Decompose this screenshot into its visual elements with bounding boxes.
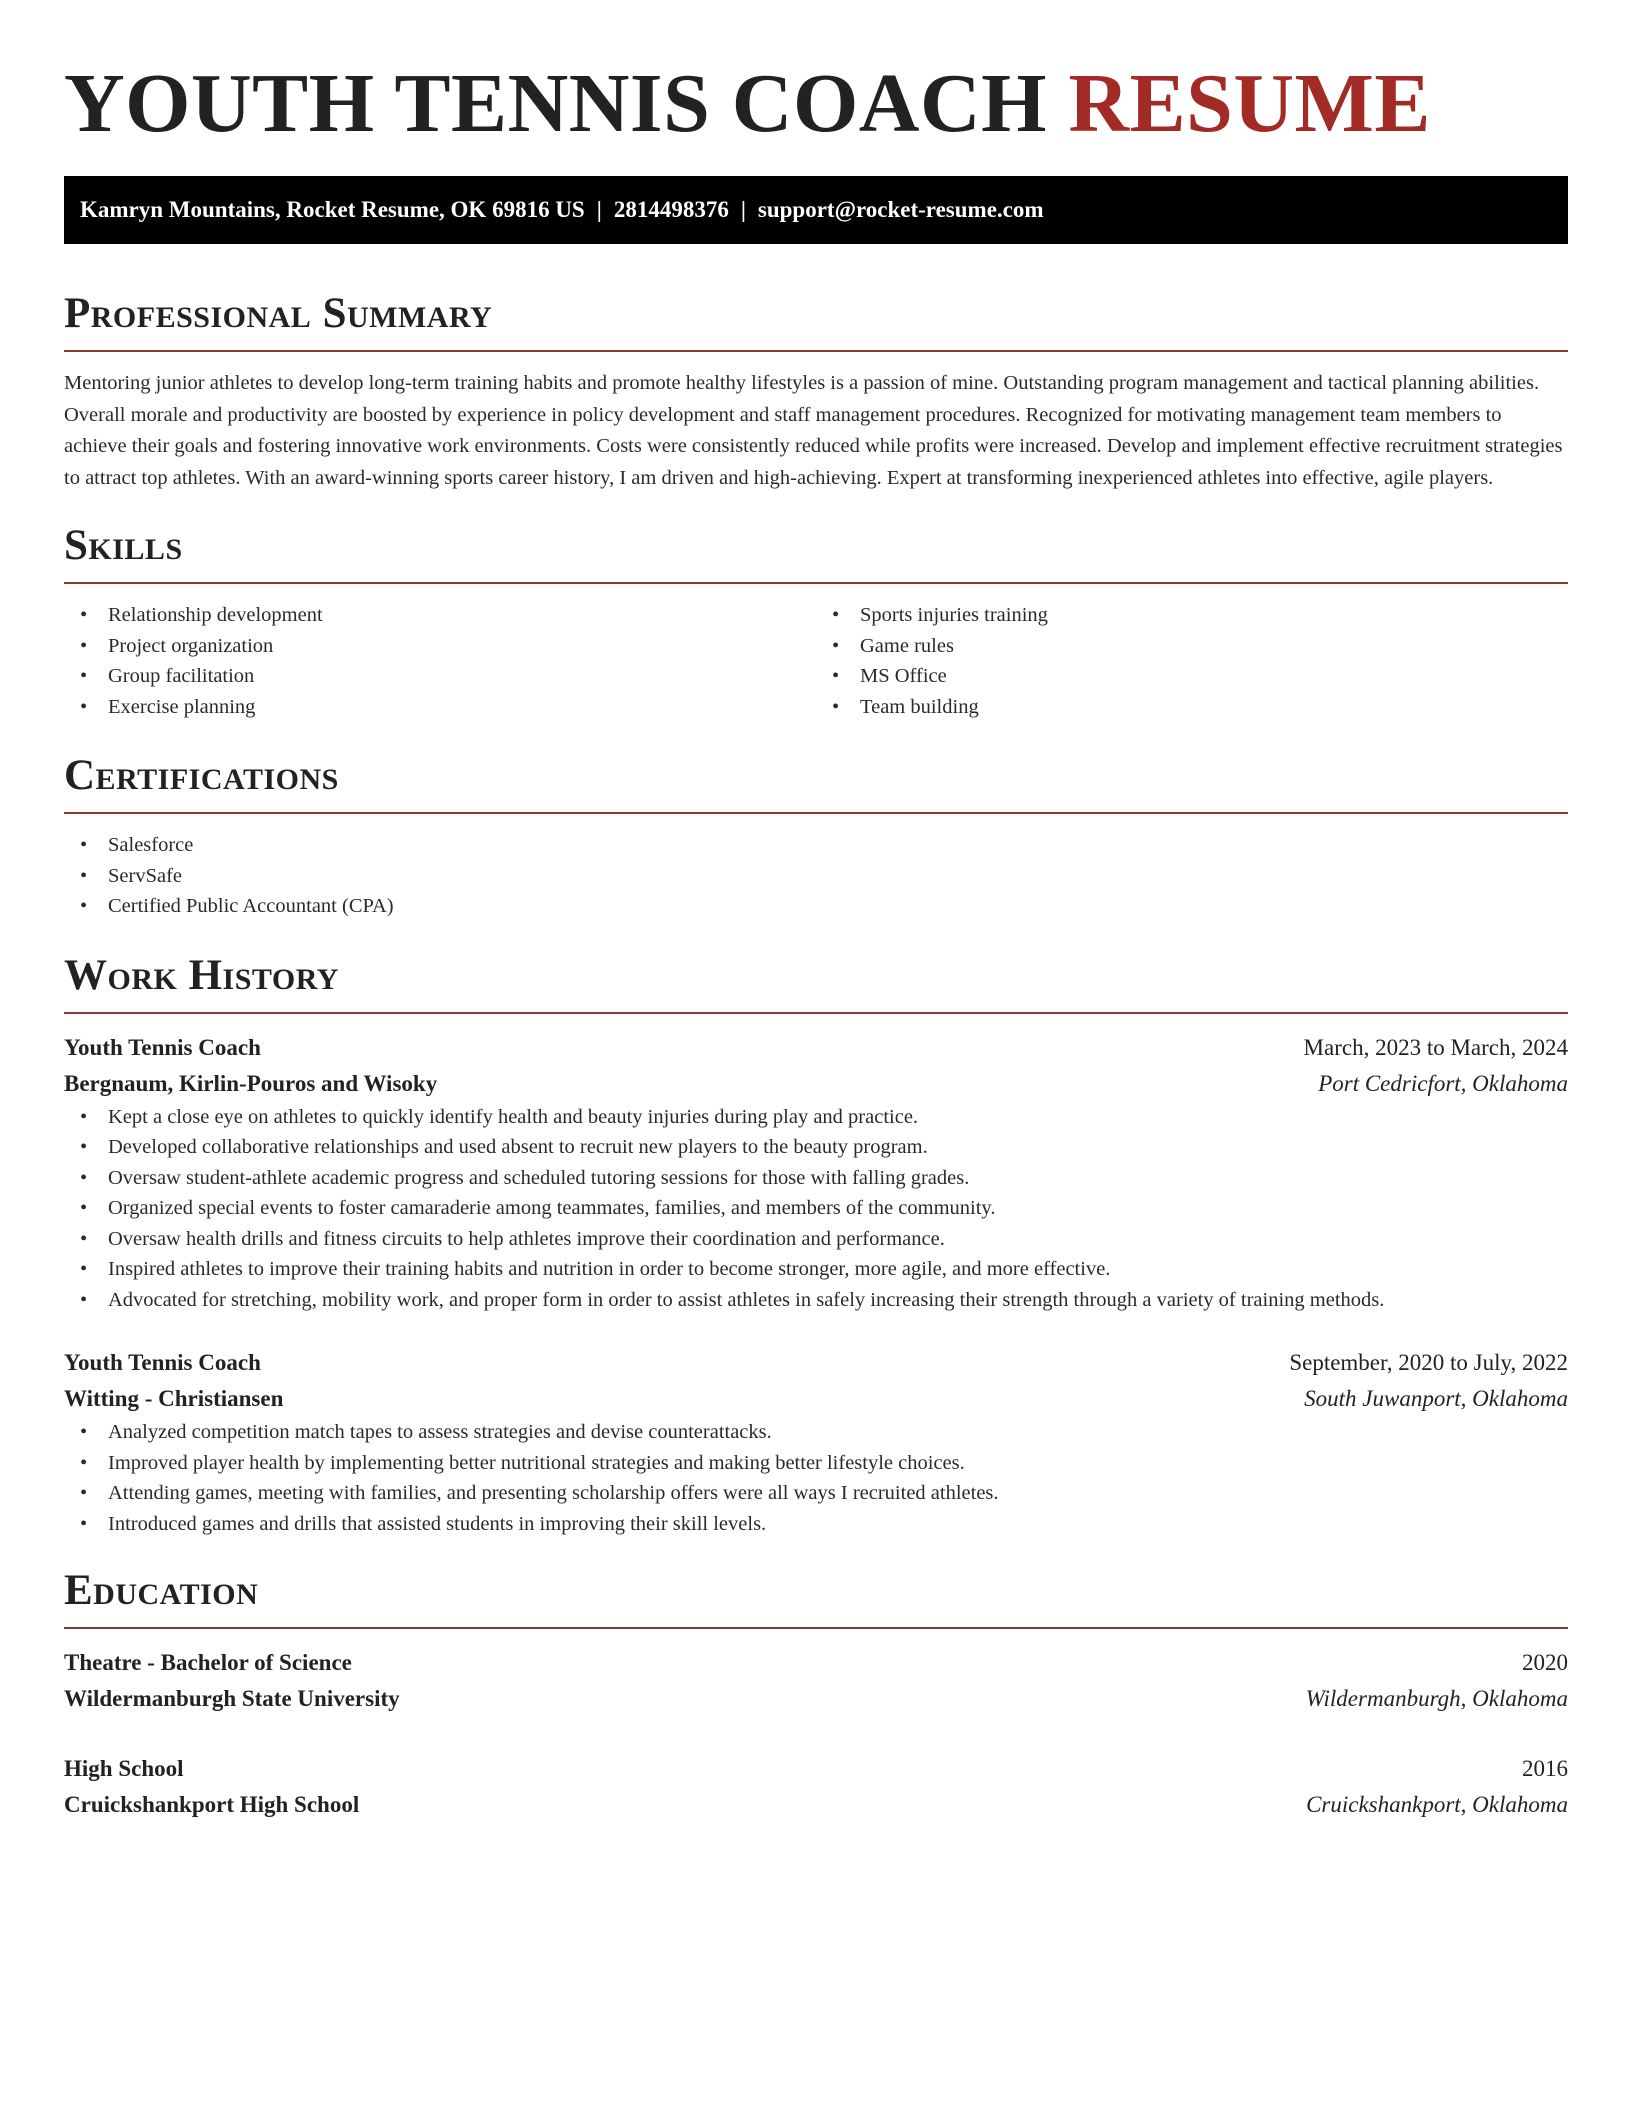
job-company-row (64, 1066, 1568, 1102)
skills-list-right (816, 600, 1568, 722)
job-dates: March, 2023 to March, 2024 (1303, 1034, 1568, 1060)
job-duty-item: • Attending games, meeting with families, and presenting scholarship offers were all ways I recruited athletes. (64, 1478, 1568, 1509)
skill-item: • Exercise planning (64, 692, 816, 723)
work-history-section (64, 950, 1568, 1540)
job-duty-item: • Organized special events to foster camaraderie among teammates, families, and members of the community. (64, 1193, 1568, 1224)
job-header-row (64, 1030, 1568, 1066)
certifications-list (64, 830, 1568, 922)
skill-item: • Sports injuries training (816, 600, 1568, 631)
resume-title (64, 56, 1568, 152)
summary-section (64, 288, 1568, 494)
job-duties-list (64, 1417, 1568, 1539)
skill-item: • Group facilitation (64, 661, 816, 692)
job-header-row (64, 1345, 1568, 1381)
certification-item: • ServSafe (64, 861, 1568, 892)
job-dates: September, 2020 to July, 2022 (1289, 1350, 1568, 1375)
job-company: Bergnaum, Kirlin-Pouros and Wisoky (64, 1070, 438, 1096)
skills-grid (64, 600, 1568, 722)
job-company: Witting - Christiansen (64, 1386, 284, 1411)
contact-separator: | (740, 197, 746, 222)
education-entry (64, 1751, 1568, 1823)
section-divider (64, 1627, 1568, 1629)
education-year: 2016 (1522, 1756, 1568, 1781)
skill-item: • Project organization (64, 631, 816, 662)
education-degree-row (64, 1751, 1568, 1787)
summary-text: Mentoring junior athletes to develop long-term training habits and promote healthy lifestyles is a passion of mine. Outstanding program management and tactical planning abilities. Overall morale and productivity are boosted by experience in policy development and staff management procedures. Recognized for motivating management team members to achieve their goals and fostering innovative work environments. Costs were consistently reduced while profits were increased. Develop and implement effective recruitment strategies to attract top athletes. With an award-winning sports career history, I am driven and high-achieving. Expert at transforming inexperienced athletes into effective, agile players. (64, 372, 1563, 489)
education-school-row (64, 1681, 1568, 1717)
contact-phone: 2814498376 (613, 197, 729, 222)
contact-address: Kamryn Mountains, Rocket Resume, OK 69816 US (80, 197, 585, 222)
contact-email: support@rocket-resume.com (757, 197, 1044, 222)
job-duty-item: • Oversaw health drills and fitness circuits to help athletes improve their coordination and performance. (64, 1224, 1568, 1255)
skills-list-left (64, 600, 816, 722)
certification-item: • Certified Public Accountant (CPA) (64, 891, 1568, 922)
education-section (64, 1565, 1568, 1823)
skills-section (64, 520, 1568, 722)
job-duty-item: • Developed collaborative relationships and used absent to recruit new players to the beauty program. (64, 1132, 1568, 1163)
section-divider (64, 1012, 1568, 1014)
job-duty-item: • Improved player health by implementing better nutritional strategies and making better lifestyle choices. (64, 1448, 1568, 1479)
education-heading: Education (64, 1567, 259, 1614)
education-degree: Theatre - Bachelor of Science (64, 1650, 352, 1675)
summary-heading: Professional Summary (64, 290, 493, 337)
job-duty-item: • Kept a close eye on athletes to quickly identify health and beauty injuries during play and practice. (64, 1102, 1568, 1133)
work-history-heading: Work History (64, 951, 339, 999)
skill-item: • MS Office (816, 661, 1568, 692)
skill-item: • Game rules (816, 631, 1568, 662)
education-year: 2020 (1522, 1650, 1568, 1675)
education-school: Wildermanburgh State University (64, 1686, 400, 1711)
title-main: YOUTH TENNIS COACH (64, 57, 1047, 150)
education-degree-row (64, 1645, 1568, 1681)
education-entry (64, 1645, 1568, 1717)
contact-separator: | (596, 197, 602, 222)
skill-item: • Team building (816, 692, 1568, 723)
section-divider (64, 582, 1568, 584)
education-location: Cruickshankport, Oklahoma (1306, 1792, 1568, 1817)
job-company-row (64, 1381, 1568, 1417)
job-duty-item: • Advocated for stretching, mobility work, and proper form in order to assist athletes in safely increasing their strength through a variety of training methods. (64, 1285, 1568, 1316)
certifications-section (64, 750, 1568, 922)
job-entry (64, 1030, 1568, 1316)
job-location: South Juwanport, Oklahoma (1304, 1386, 1568, 1411)
skills-heading: Skills (64, 522, 183, 569)
job-duty-item: • Analyzed competition match tapes to assess strategies and devise counterattacks. (64, 1417, 1568, 1448)
job-duties-list (64, 1102, 1568, 1316)
title-accent: RESUME (1068, 57, 1431, 150)
certification-item: • Salesforce (64, 830, 1568, 861)
education-school: Cruickshankport High School (64, 1792, 360, 1817)
section-divider (64, 812, 1568, 814)
skill-item: • Relationship development (64, 600, 816, 631)
section-divider (64, 350, 1568, 352)
job-location: Port Cedricfort, Oklahoma (1318, 1070, 1568, 1096)
education-school-row (64, 1787, 1568, 1823)
education-degree: High School (64, 1756, 184, 1781)
job-duty-item: • Inspired athletes to improve their training habits and nutrition in order to become stronger, more agile, and more effective. (64, 1254, 1568, 1285)
job-duty-item: • Introduced games and drills that assisted students in improving their skill levels. (64, 1509, 1568, 1540)
education-location: Wildermanburgh, Oklahoma (1305, 1686, 1568, 1711)
contact-bar (64, 176, 1568, 244)
job-title: Youth Tennis Coach (64, 1350, 261, 1375)
job-duty-item: • Oversaw student-athlete academic progress and scheduled tutoring sessions for those with falling grades. (64, 1163, 1568, 1194)
job-title: Youth Tennis Coach (64, 1034, 261, 1060)
certifications-heading: Certifications (64, 752, 339, 799)
job-entry (64, 1345, 1568, 1539)
